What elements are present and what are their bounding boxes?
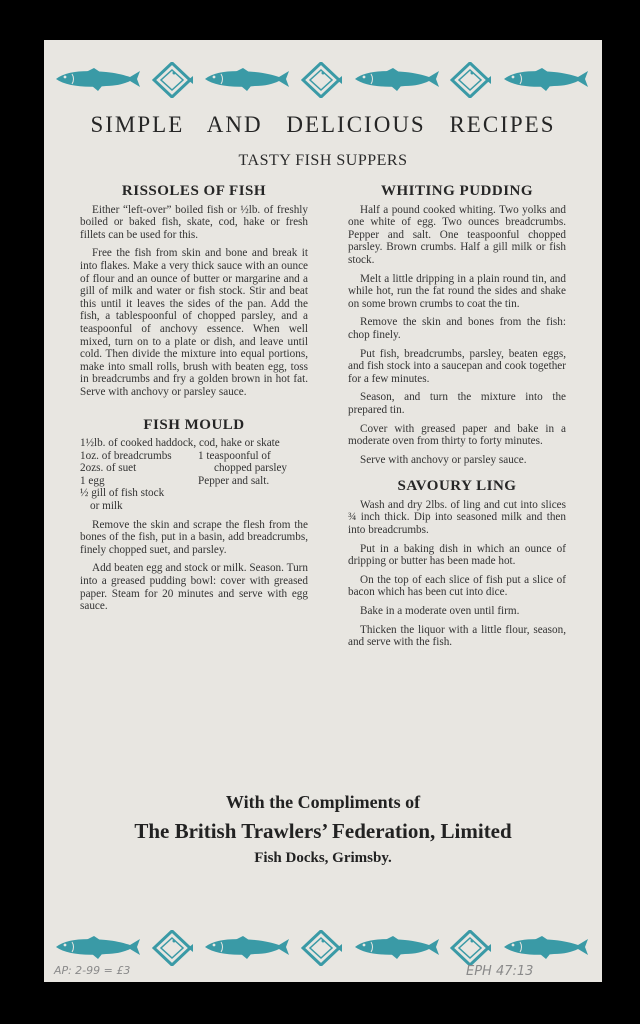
ingredient-item: 1 teaspoonful of <box>198 449 271 462</box>
ingredient-intro: 1½lb. of cooked haddock, cod, hake or skate <box>80 437 280 450</box>
recipe-paragraph: Half a pound cooked whiting. Two yolks and one white of egg. Two ounces breadcrumbs. Pepper and salt. One teaspoonful chopped parsley. Brown crumbs. Half a gill milk or fish stock. <box>348 203 566 266</box>
ingredient-column-right <box>198 450 308 513</box>
page-title: SIMPLE AND DELICIOUS RECIPES <box>90 112 556 137</box>
fish-icon <box>353 936 443 960</box>
fish-icon <box>203 68 293 92</box>
sole-icon <box>450 930 494 966</box>
compliments-block <box>44 792 602 867</box>
ingredient-item: 1 egg <box>80 474 105 487</box>
sole-icon <box>152 62 196 98</box>
federation-name: The British Trawlers’ Federation, Limited <box>134 819 512 843</box>
recipe-paragraph: Either “left-over” boiled fish or ½lb. of freshly boiled or baked fish, skate, cod, hake or fresh fillets can be used for this. <box>80 203 308 241</box>
recipe-paragraph: On the top of each slice of fish put a slice of bacon which has been cut into dice. <box>348 573 566 599</box>
recipe-paragraph: Remove the skin and bones from the fish: chop finely. <box>348 316 566 341</box>
sole-icon <box>301 930 345 966</box>
recipe-paragraph: Put in a baking dish in which an ounce of dripping or butter has been made hot. <box>348 542 566 568</box>
recipe-leaflet <box>44 40 602 982</box>
recipe-heading: WHITING PUDDING <box>380 183 534 199</box>
recipe-paragraph: Bake in a moderate oven until firm. <box>360 605 520 618</box>
ingredient-list <box>80 450 308 513</box>
fish-icon <box>353 68 443 92</box>
compliments-line: With the Compliments of <box>225 792 421 812</box>
recipe-paragraph: Serve with anchovy or parsley sauce. <box>360 453 527 466</box>
ingredient-column-left <box>80 450 198 513</box>
ingredient-item: chopped parsley <box>214 462 288 475</box>
fish-icon <box>502 936 592 960</box>
fish-icon <box>502 68 592 92</box>
ingredient-item: Pepper and salt. <box>198 474 270 487</box>
recipe-paragraph: Add beaten egg and stock or milk. Season. Turn into a greased pudding bowl: cover with greased paper. Steam for 20 minutes and serve with egg sauce. <box>80 562 308 613</box>
fish-icon <box>54 68 144 92</box>
recipe-paragraph: Free the fish from skin and bone and break it into flakes. Make a very thick sauce with an ounce of flour and an ounce of butter or margarine and a gill of milk and water or fish stock. Stir and beat this until it leaves the sides of the pan. Add the fish, a tablespoonful of chopped parsley, and a teaspoonful of anchovy essence. When well mixed, turn on to a plate or dish, and leave until cold. Then divide the mixture into equal portions, make into small rolls, brush with beaten egg, toss in breadcrumbs and fry a golden brown in hot fat. Serve with anchovy or parsley sauce. <box>80 247 308 398</box>
recipe-heading: RISSOLES OF FISH <box>121 183 267 199</box>
recipe-fish-mould <box>80 416 308 613</box>
recipe-paragraph: Thicken the liquor with a little flour, season, and serve with the fish. <box>348 623 566 649</box>
recipe-savoury-ling <box>348 480 566 649</box>
recipe-whiting-pudding <box>348 185 566 466</box>
recipe-rissoles-of-fish <box>80 185 308 399</box>
recipe-heading: SAVOURY LING <box>397 478 517 495</box>
ingredient-item: or milk <box>90 500 123 513</box>
pencil-annotation-right: EPH 47:13 <box>466 964 534 979</box>
ingredient-item: 1oz. of breadcrumbs <box>80 449 172 462</box>
federation-address: Fish Docks, Grimsby. <box>254 850 392 866</box>
fish-icon <box>54 936 144 960</box>
pencil-annotation-left: AP: 2-99 = £3 <box>54 964 131 977</box>
ingredient-item: 2ozs. of suet <box>80 462 137 475</box>
sole-icon <box>450 62 494 98</box>
left-column <box>80 185 308 619</box>
recipe-paragraph: Wash and dry 2lbs. of ling and cut into slices ¾ inch thick. Dip into seasoned milk and then into breadcrumbs. <box>348 498 566 537</box>
recipe-paragraph: Cover with greased paper and bake in a moderate oven from thirty to forty minutes. <box>348 422 566 448</box>
right-column <box>348 185 566 655</box>
fish-border-top <box>54 60 592 100</box>
fish-border-bottom <box>54 928 592 968</box>
ingredient-item: ½ gill of fish stock <box>80 487 165 500</box>
sole-icon <box>301 62 345 98</box>
page-subtitle: TASTY FISH SUPPERS <box>238 152 408 169</box>
recipe-paragraph: Melt a little dripping in a plain round tin, and while hot, run the fat round the sides and shake on some brown crumbs to coat the tin. <box>348 272 566 310</box>
recipe-paragraph: Remove the skin and scrape the flesh from the bones of the fish, put in a basin, add breadcrumbs, finely chopped suet, and parsley. <box>80 518 308 556</box>
sole-icon <box>152 930 196 966</box>
recipe-paragraph: Put fish, breadcrumbs, parsley, beaten eggs, and fish stock into a saucepan and cook together for a few minutes. <box>348 347 566 385</box>
recipe-heading: FISH MOULD <box>143 416 245 433</box>
recipe-paragraph: Season, and turn the mixture into the prepared tin. <box>348 391 566 416</box>
fish-icon <box>203 936 293 960</box>
